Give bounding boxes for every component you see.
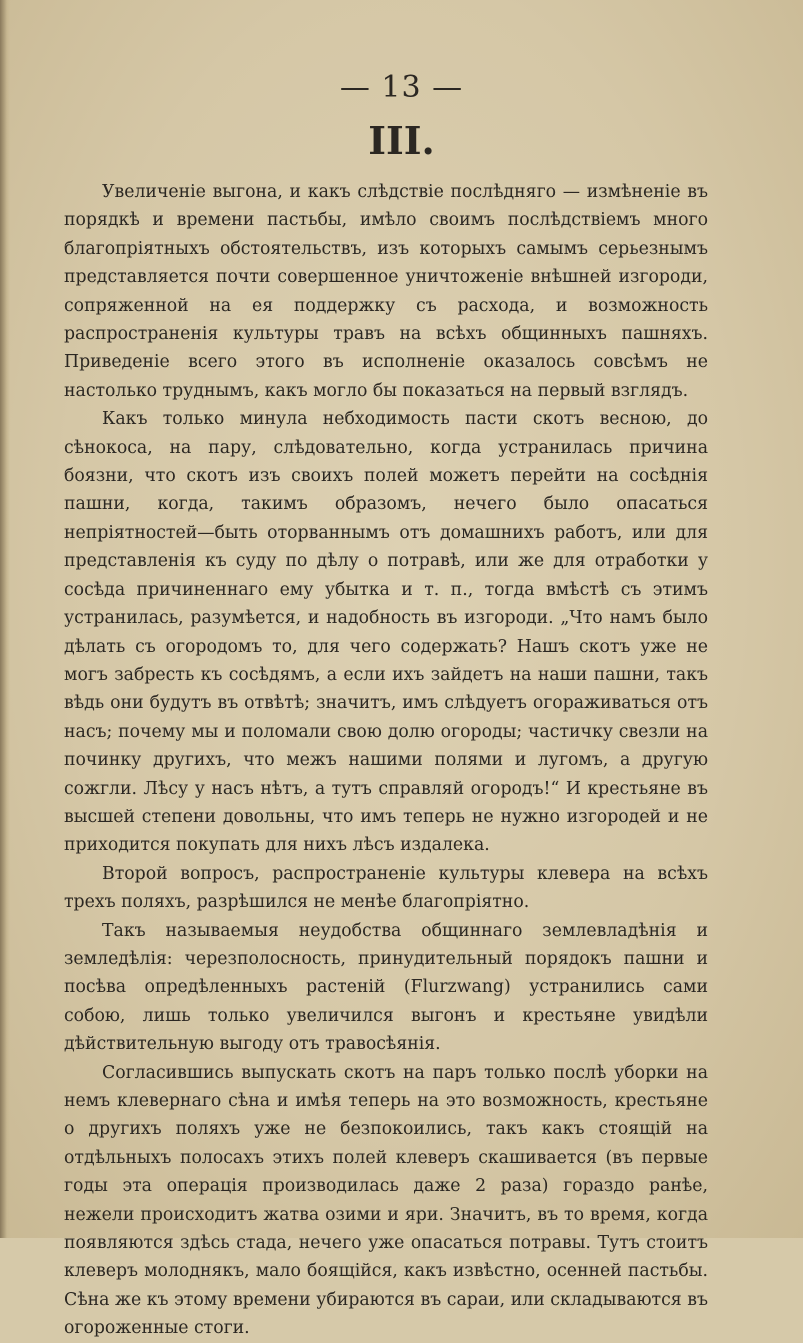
paragraph: Согласившись выпускать скотъ на паръ только послѣ уборки на немъ клевернаго сѣна и имѣя теперь на это возможность, крестьяне о другихъ поляхъ уже не безпокоились, такъ какъ стоящій на отдѣльныхъ полосахъ этихъ полей клеверъ скашивается (въ первые годы эта операція производилась даже 2 раза) гораздо ранѣе, нежели происходитъ жатва озими и яри. Значитъ, въ то время, когда появляются здѣсь стада, нечего уже опасаться потравы. Тутъ стоитъ клеверъ молоднякъ, мало боящійся, какъ извѣстно, осенней пастьбы. Сѣна же къ этому времени убираются въ сараи, или складываются въ огороженные стоги. xyxy=(64,1062,708,1339)
section-heading: III. xyxy=(368,118,435,163)
body-text xyxy=(64,178,708,1343)
paragraph: Какъ только минула небходимость пасти скотъ весною, до сѣнокоса, на пару, слѣдовательно, когда устранилась причина боязни, что скотъ изъ своихъ полей можетъ перейти на сосѣднія пашни, когда, такимъ образомъ, нечего было опасаться непріятностей—быть оторваннымъ отъ домашнихъ работъ, или для представленія къ суду по дѣлу о потравѣ, или же для отработки у сосѣда причиненнаго ему убытка и т. п., тогда вмѣстѣ съ этимъ устранилась, разумѣется, и надобность въ изгороди. „Что намъ было дѣлать съ огородомъ то, для чего содержать? Нашъ скотъ уже не могъ забресть къ сосѣдямъ, а если ихъ зайдетъ на наши пашни, такъ вѣдь они будутъ въ отвѣтѣ; значитъ, имъ слѣдуетъ огораживаться отъ насъ; почему мы и поломали свою долю огороды; частичку свезли на починку другихъ, что межъ нашими полями и лугомъ, а другую сожгли. Лѣсу у насъ нѣтъ, а тутъ справляй огородъ!“ И крестьяне въ высшей степени довольны, что имъ теперь не нужно изгородей и не приходится покупать для нихъ лѣсъ издалека. xyxy=(64,409,708,856)
page-number: — 13 — xyxy=(339,70,464,105)
paragraph: Второй вопросъ, распространеніе культуры клевера на всѣхъ трехъ поляхъ, разрѣшился не менѣе благопріятно. xyxy=(64,863,708,913)
paragraph: Такъ называемыя неудобства общиннаго землевладѣнія и земледѣлія: черезполосность, принудительный порядокъ пашни и посѣва опредѣленныхъ растеній (Flurzwang) устранились сами собою, лишь только увеличился выгонъ и крестьяне увидѣли дѣйствительную выгоду отъ травосѣянія. xyxy=(64,920,708,1055)
paragraph: Увеличеніе выгона, и какъ слѣдствіе послѣдняго — измѣненіе въ порядкѣ и времени пастьбы, имѣло своимъ послѣдствіемъ много благопріятныхъ обстоятельствъ, изъ которыхъ самымъ серьезнымъ представляется почти совершенное уничтоженіе внѣшней изгороди, сопряженной на ея поддержку съ расхода, и возможность распространенія культуры травъ на всѣхъ общинныхъ пашняхъ. Приведеніе всего этого въ исполненіе оказалось совсѣмъ не настолько труднымъ, какъ могло бы показаться на первый взглядъ. xyxy=(64,182,708,401)
binding-edge xyxy=(0,0,10,1238)
